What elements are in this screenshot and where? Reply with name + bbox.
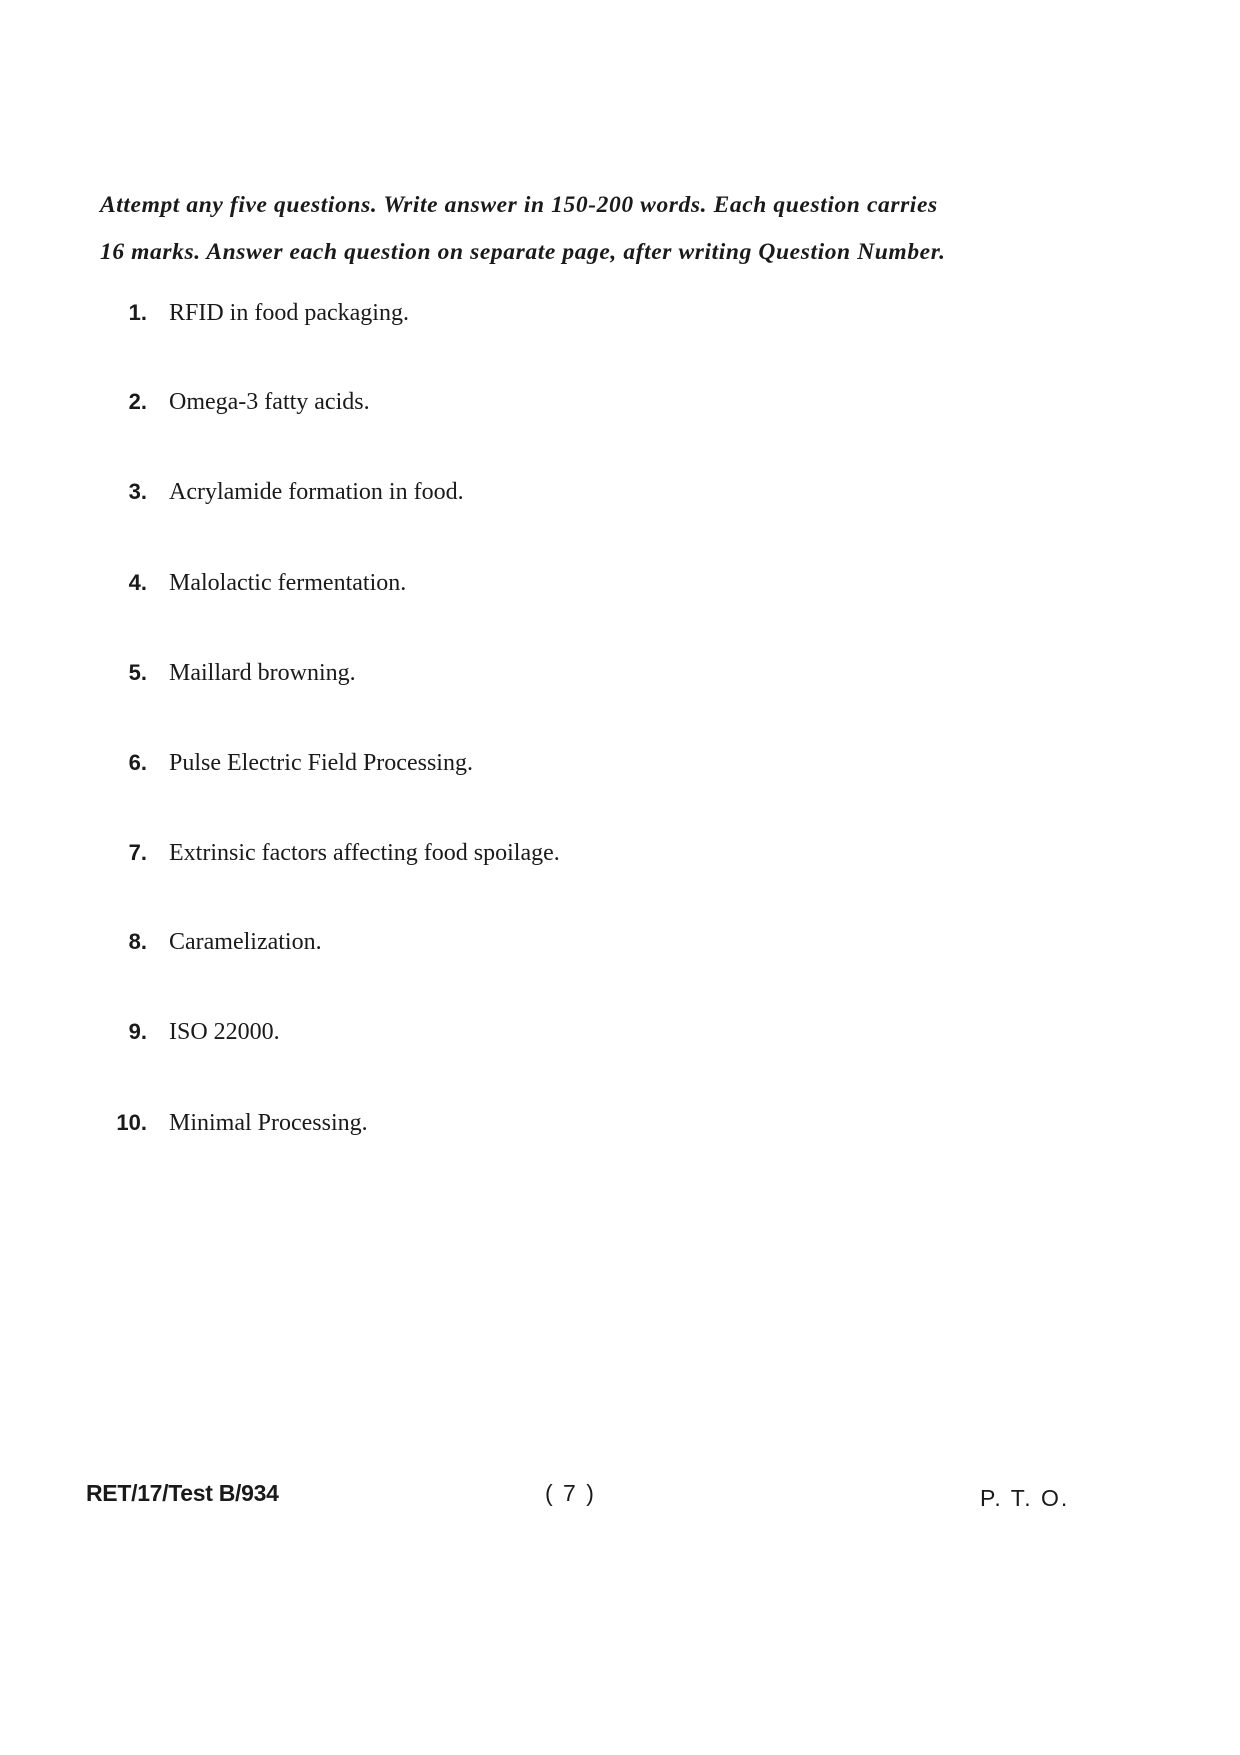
question-text: Malolactic fermentation. bbox=[169, 570, 407, 596]
question-item bbox=[100, 570, 406, 610]
question-number: 4. bbox=[128, 570, 147, 595]
question-number: 9. bbox=[128, 1019, 147, 1044]
question-number: 8. bbox=[128, 929, 147, 954]
paper-code: RET/17/Test B/934 bbox=[86, 1480, 279, 1506]
question-item bbox=[100, 479, 464, 519]
question-text: Acrylamide formation in food. bbox=[169, 479, 464, 505]
page-number: ( 7 ) bbox=[545, 1480, 596, 1506]
question-item bbox=[100, 660, 356, 700]
question-text: Caramelization. bbox=[169, 929, 322, 955]
question-text: Omega-3 fatty acids. bbox=[169, 389, 370, 415]
question-text: ISO 22000. bbox=[169, 1019, 280, 1045]
question-number: 7. bbox=[128, 840, 147, 865]
question-text: Pulse Electric Field Processing. bbox=[169, 750, 473, 776]
instructions-line-1: Attempt any five questions. Write answer in 150-200 words. Each question carries bbox=[100, 192, 938, 218]
instructions-line-2: 16 marks. Answer each question on separate page, after writing Question Number. bbox=[100, 239, 946, 265]
question-text: RFID in food packaging. bbox=[169, 300, 409, 326]
question-item bbox=[100, 750, 473, 790]
question-text: Maillard browning. bbox=[169, 660, 356, 686]
question-item bbox=[100, 1019, 280, 1059]
question-item bbox=[100, 840, 560, 880]
question-number: 2. bbox=[128, 389, 147, 414]
question-text: Extrinsic factors affecting food spoilage. bbox=[169, 840, 560, 866]
question-number: 6. bbox=[128, 750, 147, 775]
question-item bbox=[100, 1110, 368, 1150]
question-item bbox=[100, 389, 370, 429]
question-number: 10. bbox=[116, 1110, 147, 1135]
question-number: 1. bbox=[128, 300, 147, 325]
exam-instructions bbox=[100, 182, 1090, 276]
question-item bbox=[100, 929, 322, 969]
please-turn-over: P. T. O. bbox=[980, 1485, 1070, 1511]
question-item bbox=[100, 300, 409, 340]
question-text: Minimal Processing. bbox=[169, 1110, 368, 1136]
question-number: 3. bbox=[128, 479, 147, 504]
question-number: 5. bbox=[128, 660, 147, 685]
